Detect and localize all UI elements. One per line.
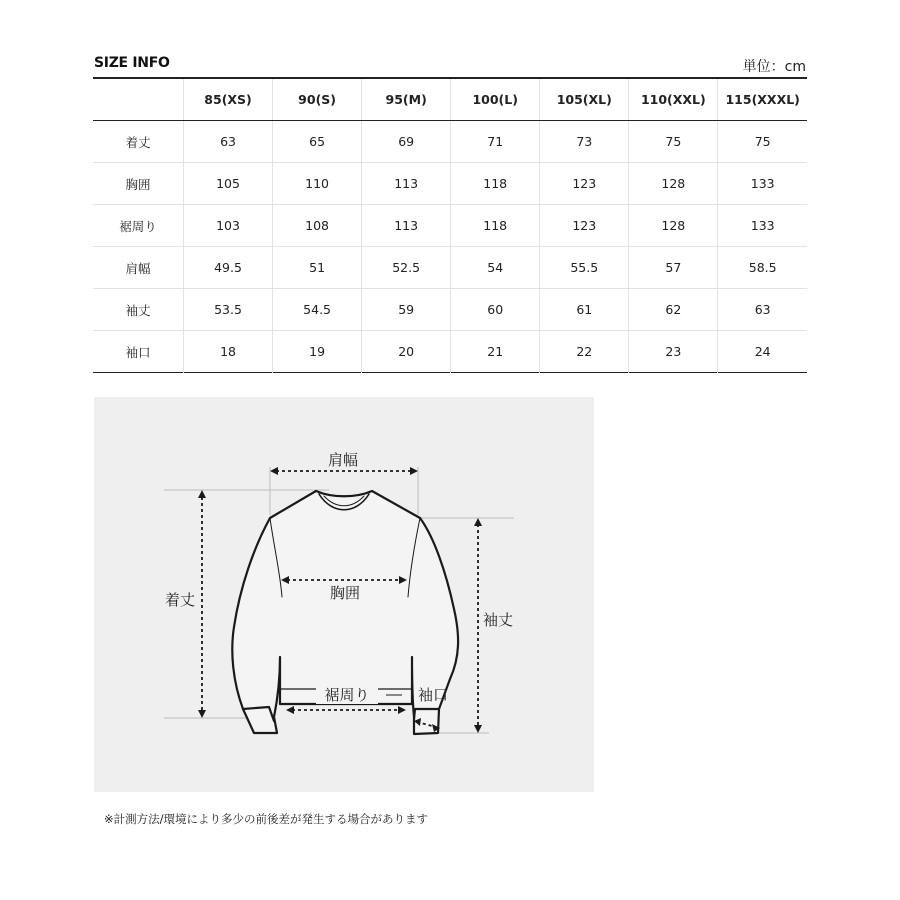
table-cell: 118 — [451, 205, 540, 247]
length-label: 着丈 — [164, 591, 196, 609]
size-table — [93, 77, 807, 373]
table-cell: 59 — [362, 289, 451, 331]
table-cell: 108 — [273, 205, 362, 247]
table-cell: 21 — [451, 331, 540, 373]
size-info-title: SIZE INFO — [94, 55, 170, 71]
table-cell: 71 — [451, 121, 540, 163]
table-cell: 128 — [629, 205, 718, 247]
table-cell: 75 — [718, 121, 807, 163]
table-cell: 23 — [629, 331, 718, 373]
header-cell-xxxl: 115(XXXL) — [718, 78, 807, 121]
table-cell: 61 — [540, 289, 629, 331]
table-header-row — [93, 78, 807, 121]
table-cell: 19 — [273, 331, 362, 373]
table-row — [93, 163, 807, 205]
header-cell-xs: 85(XS) — [184, 78, 273, 121]
table-cell: 113 — [362, 205, 451, 247]
table-cell: 133 — [718, 205, 807, 247]
table-row — [93, 289, 807, 331]
chest-label: 胸囲 — [329, 584, 361, 602]
table-cell: 128 — [629, 163, 718, 205]
table-cell: 52.5 — [362, 247, 451, 289]
table-cell: 60 — [451, 289, 540, 331]
table-cell: 63 — [718, 289, 807, 331]
table-cell: 103 — [184, 205, 273, 247]
table-cell: 22 — [540, 331, 629, 373]
unit-label: 単位：cm — [742, 59, 806, 75]
table-cell: 51 — [273, 247, 362, 289]
shoulder-label: 肩幅 — [327, 451, 359, 469]
table-cell: 65 — [273, 121, 362, 163]
table-cell: 49.5 — [184, 247, 273, 289]
table-cell: 118 — [451, 163, 540, 205]
sleeve-label: 袖丈 — [482, 611, 514, 629]
row-label: 袖丈 — [93, 289, 184, 331]
row-label: 肩幅 — [93, 247, 184, 289]
header-cell-xl: 105(XL) — [540, 78, 629, 121]
header-cell-xxl: 110(XXL) — [629, 78, 718, 121]
table-cell: 73 — [540, 121, 629, 163]
table-cell: 123 — [540, 205, 629, 247]
table-row — [93, 331, 807, 373]
table-cell: 58.5 — [718, 247, 807, 289]
table-cell: 54 — [451, 247, 540, 289]
table-row — [93, 205, 807, 247]
table-cell: 110 — [273, 163, 362, 205]
table-cell: 63 — [184, 121, 273, 163]
cuff-label: 袖口 — [417, 686, 449, 704]
measurement-note: ※計測方法/環境により多少の前後差が発生する場合があります — [104, 812, 429, 826]
header-cell-s: 90(S) — [273, 78, 362, 121]
row-label: 裾周り — [93, 205, 184, 247]
table-cell: 54.5 — [273, 289, 362, 331]
table-row — [93, 121, 807, 163]
header-cell-blank — [93, 78, 184, 121]
table-cell: 113 — [362, 163, 451, 205]
table-row — [93, 247, 807, 289]
row-label: 胸囲 — [93, 163, 184, 205]
table-cell: 53.5 — [184, 289, 273, 331]
table-cell: 75 — [629, 121, 718, 163]
table-cell: 20 — [362, 331, 451, 373]
table-cell: 62 — [629, 289, 718, 331]
row-label: 着丈 — [93, 121, 184, 163]
table-cell: 123 — [540, 163, 629, 205]
table-cell: 24 — [718, 331, 807, 373]
sweatshirt-illustration — [94, 397, 594, 792]
table-cell: 105 — [184, 163, 273, 205]
table-cell: 69 — [362, 121, 451, 163]
row-label: 袖口 — [125, 344, 151, 360]
measurement-diagram — [94, 397, 594, 792]
header-cell-m: 95(M) — [362, 78, 451, 121]
table-cell: 18 — [184, 331, 273, 373]
hem-label: 裾周り — [324, 686, 370, 704]
header-cell-l: 100(L) — [451, 78, 540, 121]
table-cell: 57 — [629, 247, 718, 289]
table-cell: 55.5 — [540, 247, 629, 289]
table-cell: 133 — [718, 163, 807, 205]
